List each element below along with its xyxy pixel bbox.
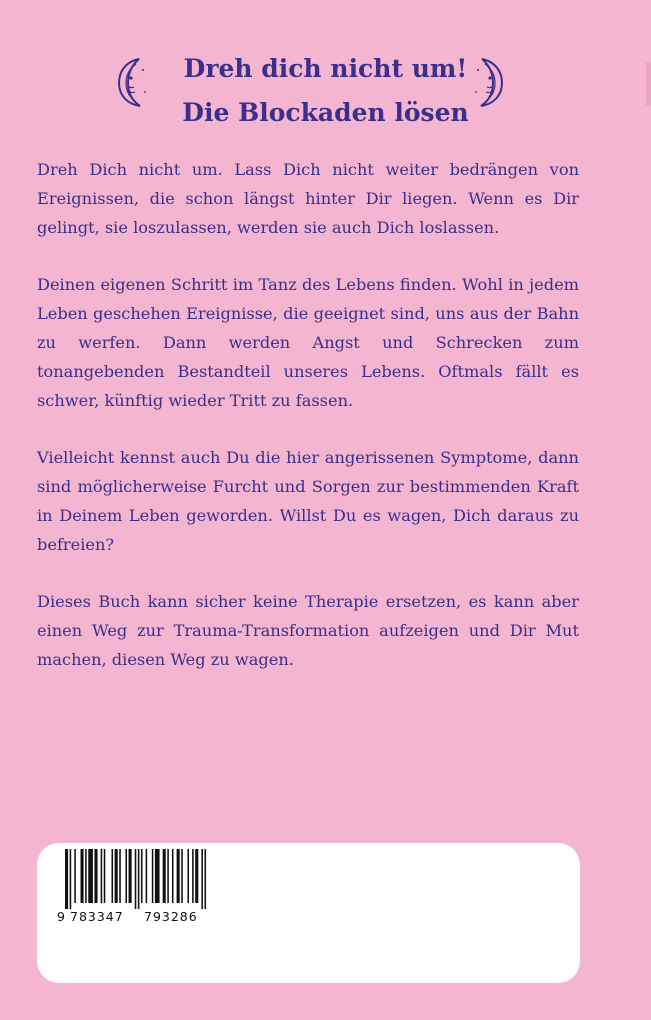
barcode-bar <box>65 849 68 909</box>
barcode-panel <box>37 843 580 983</box>
barcode-bar <box>135 849 137 909</box>
paragraph-1: Dreh Dich nicht um. Lass Dich nicht weiter bedrängen von Ereignissen, die schon längst hinter Dir liegen. Wenn es Dir gelingt, sie loszulassen, werden sie auch Dich loslassen. <box>37 160 579 237</box>
barcode-bar <box>163 849 166 903</box>
barcode-bar <box>172 849 174 903</box>
barcode-bar <box>81 849 84 903</box>
title-line-2: Die Blockaden lösen <box>182 98 469 127</box>
barcode-right-group: 793286 <box>144 909 198 924</box>
paragraph-2: Deinen eigenen Schritt im Tanz des Lebens finden. Wohl in jedem Leben geschehen Ereignisse, die geeignet sind, uns aus der Bahn zu werfen. Dann werden Angst und Schrecken zum tonangebenden Bestandteil unseres Lebens. Oftmals fällt es schwer, künftig wieder Tritt zu fassen. <box>37 275 579 410</box>
barcode-bar <box>115 849 118 903</box>
blurb <box>37 155 579 702</box>
barcode-bar <box>85 849 87 903</box>
barcode-bar <box>94 849 97 903</box>
barcode-bar <box>74 849 76 903</box>
barcode-bar <box>129 849 132 903</box>
barcode-bar <box>138 849 140 909</box>
barcode-bar <box>101 849 103 903</box>
barcode-bar <box>141 849 143 903</box>
barcode-first-digit: 9 <box>57 909 65 924</box>
title-line-1: Dreh dich nicht um! <box>183 54 468 83</box>
barcode-bar <box>167 849 169 903</box>
paragraph-3: Vielleicht kennst auch Du die hier angerissenen Symptome, dann sind möglicherweise Furcht und Sorgen zur bestimmenden Kraft in Deinem Leben geworden. Willst Du es wagen, Dich daraus zu befreien? <box>37 448 579 554</box>
barcode-bar <box>112 849 114 903</box>
barcode-bar <box>192 849 194 903</box>
barcode-left-group: 783347 <box>70 909 124 924</box>
barcode-bar <box>187 849 189 903</box>
barcode-bar <box>88 849 93 903</box>
edge-strip <box>646 62 651 106</box>
header <box>0 50 651 140</box>
barcode-bar <box>155 849 160 903</box>
barcode-bar <box>146 849 148 903</box>
barcode-digits <box>57 909 217 925</box>
barcode-bar <box>152 849 154 903</box>
barcode-bar <box>104 849 106 903</box>
barcode-bar <box>177 849 180 903</box>
barcode-bar <box>205 849 207 909</box>
barcode-bar <box>70 849 72 909</box>
paragraph-4: Dieses Buch kann sicher keine Therapie ersetzen, es kann aber einen Weg zur Trauma-Transformation aufzeigen und Dir Mut machen, diesen Weg zu wagen. <box>37 592 579 669</box>
barcode-bar <box>125 849 127 903</box>
barcode-bar <box>195 849 198 903</box>
barcode <box>63 849 213 909</box>
barcode-bar <box>119 849 121 903</box>
barcode-bar <box>201 849 203 909</box>
barcode-bar <box>181 849 183 903</box>
